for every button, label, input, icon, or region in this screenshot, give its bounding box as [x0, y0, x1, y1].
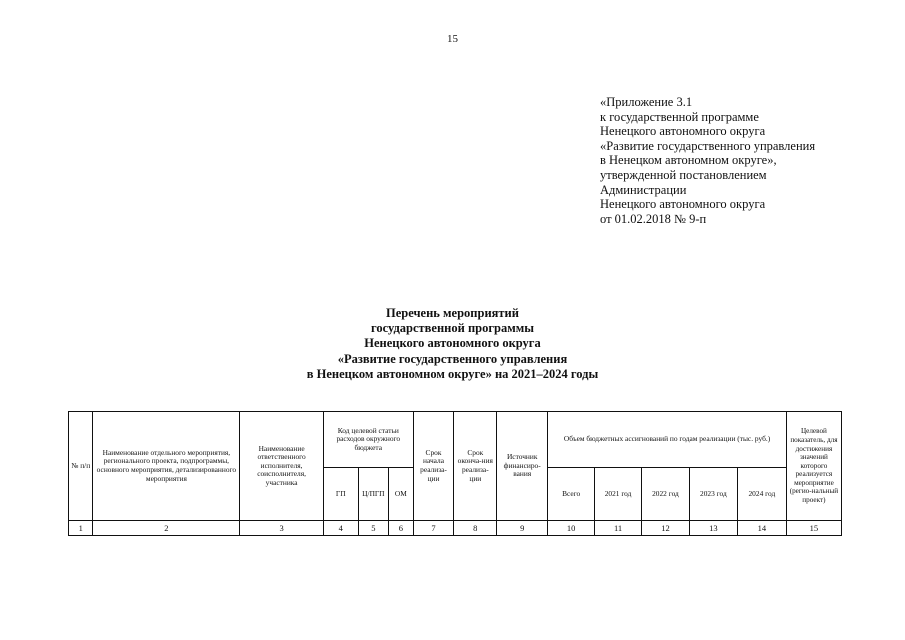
column-number: 4	[323, 521, 358, 536]
appendix-line: «Развитие государственного управления	[600, 138, 816, 153]
header-year-2022: 2022 год	[642, 468, 690, 521]
header-num: № п/п	[69, 412, 93, 521]
column-number: 11	[595, 521, 642, 536]
header-start: Срок начала реализа-ции	[413, 412, 454, 521]
column-number: 3	[240, 521, 324, 536]
column-numbering-row	[69, 521, 842, 536]
page-number: 15	[447, 33, 458, 45]
measures-table	[68, 411, 842, 536]
appendix-line: Ненецкого автономного округа	[600, 197, 766, 212]
header-year-2024: 2024 год	[737, 468, 786, 521]
column-number: 7	[413, 521, 454, 536]
appendix-line: к государственной программе	[600, 109, 759, 124]
header-total: Всего	[548, 468, 595, 521]
header-code-gp: ГП	[323, 468, 358, 521]
appendix-line: Администрации	[600, 182, 687, 197]
column-number: 10	[548, 521, 595, 536]
column-number: 2	[93, 521, 240, 536]
header-code-pgp: Ц/ПГП	[358, 468, 389, 521]
column-number: 12	[642, 521, 690, 536]
appendix-line: от 01.02.2018 № 9-п	[600, 211, 707, 226]
column-number: 1	[69, 521, 93, 536]
header-target: Целевой показатель, для достижения значений которого реализуется мероприятие (регио-нальный проект)	[786, 412, 841, 521]
document-title	[0, 306, 905, 382]
appendix-block	[600, 95, 880, 226]
appendix-line: утвержденной постановлением	[600, 167, 767, 182]
column-number: 14	[737, 521, 786, 536]
header-year-2023: 2023 год	[689, 468, 737, 521]
column-number: 8	[454, 521, 497, 536]
header-year-2021: 2021 год	[595, 468, 642, 521]
column-number: 5	[358, 521, 389, 536]
header-code-group: Код целевой статьи расходов окружного бюджета	[323, 412, 413, 468]
header-code-om: ОМ	[389, 468, 413, 521]
appendix-line: в Ненецком автономном округе»,	[600, 153, 777, 168]
title-line: Ненецкого автономного округа	[364, 336, 541, 351]
header-end: Срок оконча-ния реализа-ции	[454, 412, 497, 521]
header-budget-group: Объем бюджетных ассигнований по годам реализации (тыс. руб.)	[548, 412, 787, 468]
appendix-line: Ненецкого автономного округа	[600, 124, 766, 139]
header-source: Источник финансиро-вания	[497, 412, 548, 521]
column-number: 9	[497, 521, 548, 536]
title-line: в Ненецком автономном округе» на 2021–2024 годы	[306, 366, 599, 381]
title-line: Перечень мероприятий	[386, 306, 519, 320]
header-executor: Наименование ответственного исполнителя, соисполнителя, участника	[240, 412, 324, 521]
title-line: «Развитие государственного управления	[337, 351, 568, 366]
column-number: 15	[786, 521, 841, 536]
column-number: 13	[689, 521, 737, 536]
appendix-line: «Приложение 3.1	[600, 95, 693, 109]
title-line: государственной программы	[370, 321, 535, 336]
column-number: 6	[389, 521, 413, 536]
header-name: Наименование отдельного мероприятия, регионального проекта, подпрограммы, основного мероприятия, детализированного мероприятия	[93, 412, 240, 521]
